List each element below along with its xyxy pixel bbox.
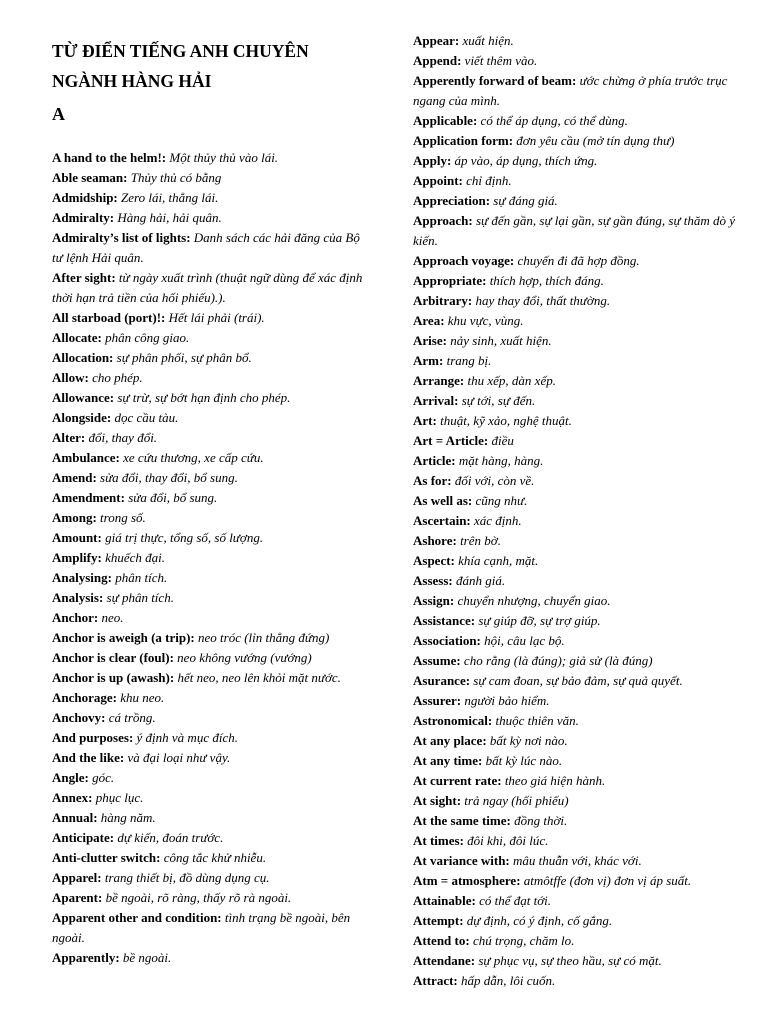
entry-term: Admiralty: [52,210,115,225]
entry-definition: atmôtffe (đơn vị) đơn vị áp suất. [523,873,692,888]
dictionary-entry [413,891,743,911]
entry-definition: công tắc khử nhiễu. [163,850,267,865]
dictionary-entry [413,511,743,531]
entry-definition: xuất hiện. [462,33,514,48]
dictionary-entry [413,351,743,371]
entry-definition: sự phân phối, sự phân bổ. [116,350,252,365]
dictionary-entry [413,531,743,551]
entry-term: At any time: [413,753,483,768]
entry-definition: trang thiết bị, đồ dùng dụng cụ. [104,870,270,885]
entry-term: And purposes: [52,730,134,745]
dictionary-entry [413,51,743,71]
entry-definition: hội, câu lạc bộ. [484,633,565,648]
entry-term: Apply: [413,153,452,168]
entry-definition: cho rằng (là đúng); giả sử (là đúng) [463,653,653,668]
entry-definition: và đại loại như vậy. [127,750,231,765]
dictionary-entry [52,788,364,808]
dictionary-entry [52,508,364,528]
dictionary-entry [413,111,743,131]
dictionary-entry [52,528,364,548]
dictionary-entry [52,608,364,628]
entry-definition: đánh giá. [455,573,506,588]
dictionary-entry [413,951,743,971]
entry-term: Anchor is clear (foul): [52,650,174,665]
dictionary-entry [52,868,364,888]
dictionary-entry [413,771,743,791]
entry-term: Attainable: [413,893,476,908]
entry-term: Append: [413,53,462,68]
entry-term: Attend to: [413,933,470,948]
entry-term: Arise: [413,333,447,348]
entry-definition: neo tróc (lỉn thẳng đứng) [198,630,330,645]
entry-term: Association: [413,633,481,648]
entry-definition: sự đến gần, sự lại gần, sự gần đúng, sự thăm dò ý kiến. [413,213,736,248]
dictionary-entry [413,271,743,291]
dictionary-entry [413,731,743,751]
dictionary-entry [413,851,743,871]
entry-term: Alter: [52,430,86,445]
dictionary-entry [413,631,743,651]
entry-term: After sight: [52,270,116,285]
entry-definition: bề ngoài, rõ ràng, thấy rõ rà ngoài. [105,890,292,905]
entry-term: Admiralty’s list of lights: [52,230,191,245]
dictionary-entry [413,591,743,611]
entry-term: Amplify: [52,550,102,565]
dictionary-entry [413,411,743,431]
entry-definition: đồng thời. [514,813,568,828]
entry-term: Amendment: [52,490,125,505]
entry-term: Appear: [413,33,460,48]
entry-definition: bề ngoài. [122,950,172,965]
entry-term: As for: [413,473,452,488]
entry-term: Among: [52,510,97,525]
entry-definition: Thủy thủ có bằng [130,170,222,185]
entry-term: Anchovy: [52,710,106,725]
dictionary-entry [413,751,743,771]
entry-definition: hấp dẫn, lôi cuốn. [461,973,556,988]
dictionary-entry [52,728,364,748]
dictionary-entry [413,931,743,951]
entry-term: At sight: [413,793,462,808]
dictionary-entry [52,628,364,648]
entry-definition: neo không vướng (vướng) [177,650,312,665]
dictionary-entry [413,831,743,851]
dictionary-entry [52,708,364,728]
entry-definition: trả ngay (hối phiếu) [464,793,569,808]
entry-definition: đối với, còn về. [454,473,535,488]
entry-term: At variance with: [413,853,510,868]
entry-term: Assurer: [413,693,462,708]
entry-term: Anchor is aweigh (a trip): [52,630,195,645]
entry-term: Anchor: [52,610,99,625]
entry-definition: trang bị. [446,353,492,368]
entry-definition: phân tích. [115,570,168,585]
entry-term: Able seaman: [52,170,128,185]
entry-definition: chỉ định. [466,173,512,188]
entry-definition: đôi khi, đôi lúc. [467,833,549,848]
dictionary-entry [413,551,743,571]
entry-term: Angle: [52,770,89,785]
dictionary-entry [52,308,364,328]
dictionary-entry [413,671,743,691]
entry-term: Assess: [413,573,453,588]
entry-definition: trong số. [100,510,146,525]
entry-definition: dọc cầu tàu. [114,410,179,425]
entry-definition: mặt hàng, hàng. [458,453,544,468]
entry-term: Anchorage: [52,690,117,705]
dictionary-entry [413,211,743,251]
dictionary-entry [413,71,743,111]
dictionary-entry [52,808,364,828]
entry-definition: sự phục vụ, sự theo hầu, sự có mặt. [478,953,662,968]
entry-definition: hết neo, neo lên khỏi mặt nước. [177,670,341,685]
dictionary-entry [413,311,743,331]
entry-term: At the same time: [413,813,511,828]
dictionary-entry [413,291,743,311]
dictionary-entry [52,208,364,228]
entry-term: Aspect: [413,553,455,568]
entry-definition: Hết lái phải (trái). [168,310,265,325]
dictionary-entry [413,391,743,411]
entry-term: Apperently forward of beam: [413,73,577,88]
entry-definition: viết thêm vào. [464,53,538,68]
dictionary-entry [52,228,364,268]
entry-definition: chú trọng, chăm lo. [472,933,575,948]
dictionary-entry [52,488,364,508]
entry-definition: sự cam đoan, sự bảo đảm, sự quả quyết. [473,673,683,688]
entry-definition: dự định, có ý định, cố gắng. [466,913,613,928]
entry-definition: thuộc thiên văn. [495,713,579,728]
entry-definition: tình trạng bề ngoài, bên ngoài. [52,910,351,945]
entry-term: Asurance: [413,673,471,688]
entry-definition: trên bờ. [460,533,501,548]
entry-term: At times: [413,833,464,848]
dictionary-entry [52,948,364,968]
entry-definition: cho phép. [92,370,143,385]
entry-term: Astronomical: [413,713,493,728]
dictionary-entry [52,368,364,388]
entry-term: Arbitrary: [413,293,473,308]
entry-definition: bất kỳ lúc nào. [485,753,563,768]
dictionary-entry [52,588,364,608]
dictionary-entry [413,331,743,351]
entry-term: Approach voyage: [413,253,515,268]
dictionary-entry [52,468,364,488]
entry-term: All starboad (port)!: [52,310,166,325]
entry-term: Assistance: [413,613,476,628]
entry-term: Application form: [413,133,514,148]
dictionary-entry [413,911,743,931]
dictionary-entry [413,571,743,591]
dictionary-entry [413,971,743,991]
entry-term: Apparent other and condition: [52,910,222,925]
entry-definition: sự giúp đỡ, sự trợ giúp. [478,613,601,628]
entry-term: Art = Article: [413,433,489,448]
entry-definition: phục lục. [95,790,144,805]
entry-definition: cũng như. [475,493,528,508]
dictionary-entry [52,408,364,428]
entry-term: Art: [413,413,437,428]
dictionary-entry [52,768,364,788]
entry-term: And the like: [52,750,125,765]
dictionary-entry [413,871,743,891]
left-entry-list [52,148,364,968]
entry-term: Alongside: [52,410,112,425]
dictionary-entry [52,648,364,668]
dictionary-entry [413,171,743,191]
dictionary-entry [52,428,364,448]
entry-definition: ước chừng ở phía trước trục ngang của mình. [413,73,728,108]
entry-definition: có thể đạt tới. [479,893,552,908]
entry-term: Attract: [413,973,458,988]
entry-definition: khuếch đại. [105,550,166,565]
dictionary-entry [52,188,364,208]
entry-definition: thu xếp, dàn xếp. [467,373,556,388]
entry-definition: khu vực, vùng. [447,313,524,328]
entry-term: Appoint: [413,173,463,188]
entry-term: Amend: [52,470,97,485]
entry-term: Apparel: [52,870,102,885]
entry-term: Anchor is up (awash): [52,670,175,685]
entry-definition: có thể áp dụng, có thể dùng. [480,113,628,128]
entry-term: Annex: [52,790,93,805]
entry-term: Amount: [52,530,102,545]
entry-term: Ashore: [413,533,457,548]
entry-definition: phân công giao. [105,330,190,345]
entry-definition: áp vào, áp dụng, thích ứng. [454,153,598,168]
entry-definition: thuật, kỹ xảo, nghệ thuật. [440,413,572,428]
entry-term: At any place: [413,733,487,748]
entry-definition: dự kiến, đoán trước. [117,830,224,845]
entry-definition: theo giá hiện hành. [504,773,606,788]
dictionary-entry [52,268,364,308]
entry-term: Arm: [413,353,444,368]
entry-definition: xe cứu thương, xe cấp cứu. [123,450,264,465]
entry-term: Annual: [52,810,98,825]
entry-term: Arrange: [413,373,465,388]
entry-term: Allowance: [52,390,115,405]
entry-definition: hay thay đổi, thất thường. [475,293,611,308]
dictionary-entry [413,711,743,731]
entry-term: Analysing: [52,570,112,585]
entry-definition: người bảo hiểm. [464,693,550,708]
section-letter: A [52,104,65,124]
entry-term: Anti-clutter switch: [52,850,161,865]
entry-definition: chuyến đi đã hợp đồng. [517,253,640,268]
entry-term: Anticipate: [52,830,115,845]
entry-definition: Một thủy thủ vào lái. [169,150,279,165]
entry-definition: thích hợp, thích đáng. [489,273,604,288]
entry-term: As well as: [413,493,473,508]
entry-term: Analysis: [52,590,104,605]
entry-term: Assume: [413,653,461,668]
dictionary-entry [413,471,743,491]
entry-definition: Danh sách các hải đăng của Bộ tư lệnh Hải quân. [52,230,360,265]
entry-definition: Hàng hải, hải quân. [117,210,222,225]
entry-term: Area: [413,313,445,328]
entry-term: Assign: [413,593,455,608]
entry-definition: đổi, thay đổi. [88,430,158,445]
entry-term: Allow: [52,370,89,385]
dictionary-entry [52,668,364,688]
dictionary-entry [52,848,364,868]
entry-definition: khu neo. [120,690,165,705]
dictionary-entry [413,811,743,831]
title-line-1: TỪ ĐIỂN TIẾNG ANH CHUYÊN [52,41,309,61]
entry-definition: sự đáng giá. [493,193,558,208]
entry-definition: đơn yêu cầu (mở tín dụng thư) [516,133,675,148]
document-title [52,36,372,96]
entry-term: Ascertain: [413,513,471,528]
dictionary-entry [52,548,364,568]
entry-definition: chuyển nhượng, chuyển giao. [457,593,611,608]
entry-term: Attendane: [413,953,476,968]
dictionary-entry [52,568,364,588]
entry-definition: mâu thuẫn với, khác với. [513,853,642,868]
entry-definition: sự trừ, sự bớt hạn định cho phép. [117,390,291,405]
entry-definition: sửa đổi, thay đổi, bổ sung. [100,470,238,485]
entry-term: Article: [413,453,456,468]
entry-definition: cá trồng. [108,710,156,725]
entry-definition: bất kỳ nơi nào. [489,733,568,748]
dictionary-entry [52,828,364,848]
right-entry-list [413,31,743,991]
entry-term: Atm = atmosphere: [413,873,521,888]
dictionary-entry [413,371,743,391]
entry-term: At current rate: [413,773,502,788]
entry-term: Admidship: [52,190,118,205]
dictionary-entry [52,908,364,948]
entry-term: Apparently: [52,950,120,965]
entry-definition: sự phân tích. [106,590,174,605]
dictionary-entry [52,748,364,768]
entry-term: Allocate: [52,330,102,345]
entry-term: Approach: [413,213,473,228]
dictionary-entry [413,491,743,511]
entry-term: Attempt: [413,913,464,928]
dictionary-entry [413,611,743,631]
dictionary-entry [52,348,364,368]
entry-term: Arrival: [413,393,459,408]
dictionary-entry [413,131,743,151]
dictionary-entry [52,888,364,908]
dictionary-entry [52,688,364,708]
dictionary-entry [413,251,743,271]
entry-definition: sự tới, sự đến. [461,393,536,408]
entry-definition: ý định và mục đích. [136,730,238,745]
entry-definition: từ ngày xuất trình (thuật ngữ dùng để xác định thời hạn trả tiền của hối phiếu).). [52,270,363,305]
dictionary-entry [413,431,743,451]
entry-term: A hand to the helm!: [52,150,167,165]
entry-definition: khía cạnh, mặt. [458,553,539,568]
entry-definition: nảy sinh, xuất hiện. [450,333,552,348]
entry-definition: hàng năm. [100,810,156,825]
entry-term: Applicable: [413,113,478,128]
entry-term: Appreciation: [413,193,491,208]
entry-definition: xác định. [474,513,522,528]
dictionary-entry [413,651,743,671]
dictionary-entry [52,148,364,168]
entry-definition: góc. [92,770,115,785]
entry-definition: giá trị thực, tổng số, số lượng. [105,530,264,545]
title-line-2: NGÀNH HÀNG HẢI [52,71,212,91]
entry-definition: điều [491,433,514,448]
entry-definition: sửa đổi, bổ sung. [128,490,218,505]
dictionary-entry [413,31,743,51]
dictionary-entry [52,388,364,408]
dictionary-entry [413,191,743,211]
dictionary-entry [52,168,364,188]
dictionary-entry [413,451,743,471]
dictionary-entry [413,151,743,171]
dictionary-entry [413,791,743,811]
entry-term: Allocation: [52,350,114,365]
entry-term: Aparent: [52,890,103,905]
entry-term: Appropriate: [413,273,487,288]
dictionary-entry [413,691,743,711]
dictionary-entry [52,448,364,468]
entry-definition: neo. [101,610,124,625]
entry-term: Ambulance: [52,450,120,465]
entry-definition: Zero lái, thẳng lái. [121,190,219,205]
dictionary-entry [52,328,364,348]
